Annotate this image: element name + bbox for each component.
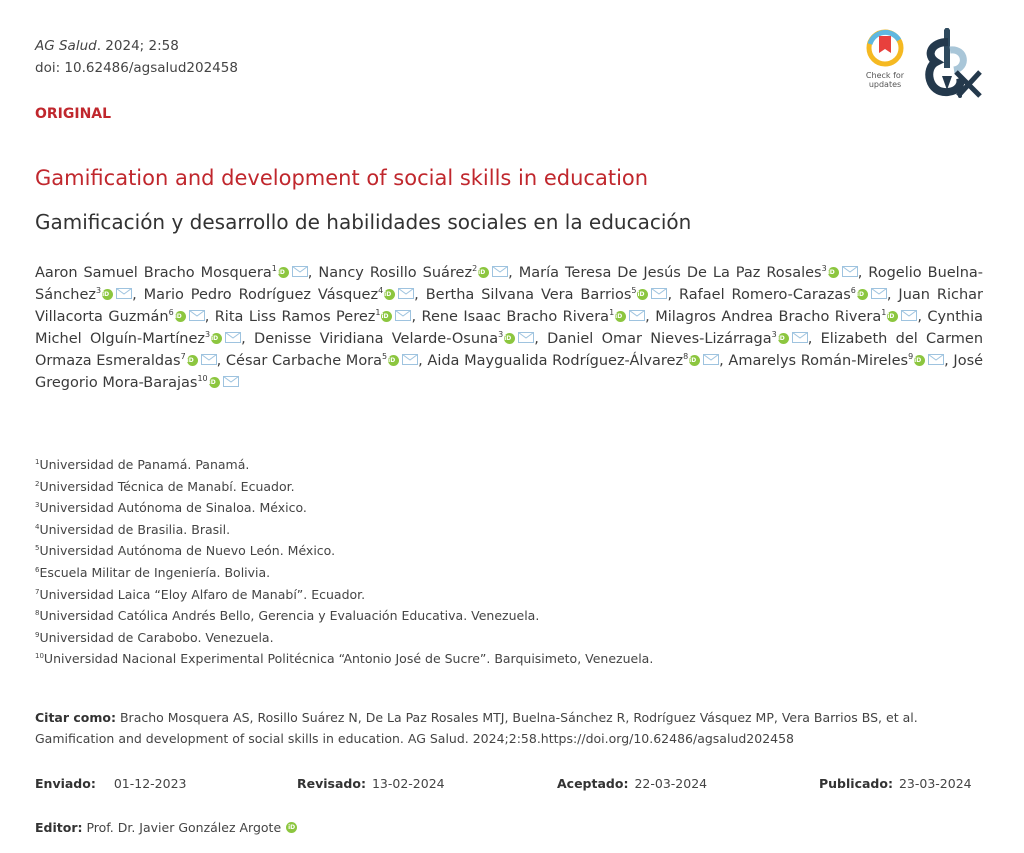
- author-name: Aaron Samuel Bracho Mosquera: [35, 265, 272, 281]
- orcid-icon[interactable]: iD: [381, 311, 392, 322]
- author-affiliation-number: 3: [498, 330, 504, 340]
- envelope-icon[interactable]: [515, 331, 534, 347]
- article-title-spanish: Gamificación y desarrollo de habilidades sociales en la educación: [35, 210, 692, 234]
- envelope-icon[interactable]: [395, 287, 414, 303]
- orcid-icon[interactable]: iD: [175, 311, 186, 322]
- author-name: Elizabeth del Carmen Ormaza Esmeraldas: [35, 331, 984, 369]
- author: Bertha Silvana Vera Barrios$^5$iD ,: [425, 286, 680, 303]
- orcid-icon[interactable]: iD: [102, 289, 113, 300]
- author: Denisse Viridiana Velarde-Osuna$^3$iD ,: [254, 330, 548, 347]
- affiliation-text: Universidad Católica Andrés Bello, Gerencia y Evaluación Educativa. Venezuela.: [39, 608, 540, 624]
- author-affiliation-number: 3: [205, 330, 211, 340]
- affiliation: [35, 540, 653, 562]
- envelope-icon[interactable]: [648, 287, 667, 303]
- author-name: Rogelio Buelna-Sánchez: [35, 265, 984, 303]
- author: Amarelys Román-Mireles$^9$iD ,: [728, 352, 954, 369]
- affiliation: [35, 584, 653, 606]
- author-affiliation-number: 6: [168, 308, 174, 318]
- section-label: ORIGINAL: [35, 106, 112, 122]
- author: Daniel Omar Nieves-Lizárraga$^3$iD ,: [547, 330, 821, 347]
- author-name: Rita Liss Ramos Perez: [214, 309, 376, 325]
- envelope-icon[interactable]: [839, 265, 858, 281]
- author-affiliation-number: 5: [631, 286, 637, 296]
- orcid-icon[interactable]: iD: [504, 333, 515, 344]
- author: Cynthia Michel Olguín-Martínez$^3$iD ,: [35, 309, 984, 347]
- journal-name: AG Salud: [35, 38, 97, 54]
- author: César Carbache Mora$^5$iD ,: [225, 352, 428, 369]
- author-name: Daniel Omar Nieves-Lizárraga: [547, 331, 772, 347]
- orcid-icon[interactable]: iD: [914, 355, 925, 366]
- crossmark-icon: [865, 28, 905, 68]
- affiliation-number: 7: [35, 587, 40, 596]
- affiliation-text: Escuela Militar de Ingeniería. Bolivia.: [39, 564, 271, 580]
- author-affiliation-number: 10: [197, 374, 208, 384]
- orcid-icon[interactable]: iD: [388, 355, 399, 366]
- affiliation-number: 6: [35, 565, 40, 574]
- journal-citation: [35, 38, 179, 54]
- author: Aaron Samuel Bracho Mosquera$^1$iD ,: [35, 264, 319, 281]
- affiliation-text: Universidad Técnica de Manabí. Ecuador.: [39, 478, 295, 494]
- affiliation: [35, 627, 653, 649]
- orcid-icon[interactable]: iD: [689, 355, 700, 366]
- author: Milagros Andrea Bracho Rivera$^1$iD ,: [655, 308, 928, 325]
- author-affiliation-number: 3: [821, 264, 827, 274]
- author-name: Cynthia Michel Olguín-Martínez: [35, 309, 984, 347]
- affiliation-number: 2: [35, 479, 40, 488]
- envelope-icon[interactable]: [898, 309, 917, 325]
- citation: [35, 707, 985, 749]
- affiliation-number: 5: [35, 544, 40, 553]
- affiliation-list: [35, 454, 653, 670]
- envelope-icon[interactable]: [392, 309, 411, 325]
- author-affiliation-number: 1: [609, 308, 615, 318]
- affiliation-number: 4: [35, 522, 40, 531]
- envelope-icon[interactable]: [489, 265, 508, 281]
- editor-name: Prof. Dr. Javier González Argote: [82, 820, 282, 835]
- envelope-icon[interactable]: [220, 375, 239, 391]
- envelope-icon[interactable]: [700, 353, 719, 369]
- envelope-icon[interactable]: [186, 309, 205, 325]
- author: Juan Richar Villacorta Guzmán$^6$iD ,: [35, 287, 983, 325]
- envelope-icon[interactable]: [626, 309, 645, 325]
- affiliation-text: Universidad de Brasilia. Brasil.: [39, 521, 231, 537]
- author-name: César Carbache Mora: [225, 353, 383, 369]
- author-name: Juan Richar Villacorta Guzmán: [35, 287, 983, 325]
- affiliation-text: Universidad de Carabobo. Venezuela.: [39, 629, 274, 645]
- author: Nancy Rosillo Suárez$^2$iD ,: [318, 264, 519, 281]
- author-affiliation-number: 6: [850, 286, 856, 296]
- envelope-icon[interactable]: [289, 265, 308, 281]
- orcid-icon[interactable]: iD: [211, 333, 222, 344]
- author-affiliation-number: 1: [271, 264, 277, 274]
- author: Rene Isaac Bracho Rivera$^1$iD ,: [421, 308, 656, 325]
- author: Rita Liss Ramos Perez$^1$iD ,: [214, 308, 422, 325]
- envelope-icon[interactable]: [222, 331, 241, 347]
- author-name: Mario Pedro Rodríguez Vásquez: [143, 287, 379, 303]
- author-affiliation-number: 2: [472, 264, 478, 274]
- orcid-icon[interactable]: iD: [288, 824, 296, 831]
- orcid-icon[interactable]: iD: [828, 267, 839, 278]
- author-name: Aida Maygualida Rodríguez-Álvarez: [427, 353, 684, 369]
- envelope-icon[interactable]: [113, 287, 132, 303]
- citation-label: Citar como:: [35, 710, 116, 725]
- author: Elizabeth del Carmen Ormaza Esmeraldas$^7$iD ,: [35, 331, 984, 369]
- orcid-icon[interactable]: iD: [637, 289, 648, 300]
- author-name: Rene Isaac Bracho Rivera: [421, 309, 610, 325]
- affiliation-number: 10: [35, 652, 44, 661]
- author-name: Nancy Rosillo Suárez: [318, 265, 473, 281]
- author-name: José Gregorio Mora-Barajas: [35, 353, 984, 391]
- header-logos: [855, 28, 990, 103]
- author: Rafael Romero-Carazas$^6$iD ,: [679, 286, 899, 303]
- check-for-updates-badge[interactable]: [855, 28, 915, 98]
- affiliation: [35, 454, 653, 476]
- author-affiliation-number: 3: [771, 330, 777, 340]
- affiliation-text: Universidad Laica “Eloy Alfaro de Manabí”. Ecuador.: [39, 586, 366, 602]
- affiliation-text: Universidad de Panamá. Panamá.: [39, 457, 250, 472]
- date-revised: Revisado: 13-02-2024: [297, 776, 445, 791]
- date-submitted: Enviado: 01-12-2023: [35, 776, 187, 791]
- envelope-icon[interactable]: [868, 287, 887, 303]
- author-list: [35, 262, 983, 394]
- article-title-english: Gamification and development of social skills in education: [35, 166, 649, 190]
- author-name: Amarelys Román-Mireles: [728, 353, 909, 369]
- citation-text: Bracho Mosquera AS, Rosillo Suárez N, De La Paz Rosales MTJ, Buelna-Sánchez R, Rodríguez Vásquez MP, Vera Barrios BS, et al. Gamification and development of social skills in education. AG Salud. 2024;2:58.https://doi.org/10.62486/agsalud202458: [35, 710, 918, 746]
- author-name: María Teresa De Jesús De La Paz Rosales: [518, 265, 822, 281]
- affiliation: [35, 648, 653, 670]
- check-for-updates-label: Check for updates: [865, 71, 905, 89]
- author-affiliation-number: 1: [375, 308, 381, 318]
- affiliation: [35, 519, 653, 541]
- journal-volume: . 2024; 2:58: [96, 38, 179, 54]
- affiliation-text: Universidad Nacional Experimental Politécnica “Antonio José de Sucre”. Barquisimeto, Venezuela.: [43, 651, 654, 667]
- affiliation-text: Universidad Autónoma de Sinaloa. México.: [39, 500, 307, 516]
- orcid-icon[interactable]: iD: [857, 289, 868, 300]
- date-published: Publicado: 23-03-2024: [819, 776, 972, 791]
- author-name: Denisse Viridiana Velarde-Osuna: [254, 331, 499, 347]
- affiliation-number: 9: [35, 630, 40, 639]
- editor-label: Editor:: [35, 820, 83, 835]
- author-affiliation-number: 8: [683, 352, 689, 362]
- publisher-logo-icon: [920, 28, 990, 103]
- orcid-icon[interactable]: iD: [615, 311, 626, 322]
- author: Mario Pedro Rodríguez Vásquez$^4$iD ,: [143, 286, 426, 303]
- doi[interactable]: doi: 10.62486/agsalud202458: [35, 60, 238, 76]
- orcid-icon[interactable]: iD: [209, 377, 220, 388]
- affiliation-number: 1: [35, 457, 40, 466]
- orcid-icon[interactable]: iD: [887, 311, 898, 322]
- author-affiliation-number: 9: [908, 352, 914, 362]
- affiliation: [35, 497, 653, 519]
- affiliation-number: 3: [35, 501, 40, 510]
- author-name: Bertha Silvana Vera Barrios: [425, 287, 632, 303]
- affiliation: [35, 605, 653, 627]
- affiliation-text: Universidad Autónoma de Nuevo León. México.: [39, 543, 336, 559]
- envelope-icon[interactable]: [789, 331, 808, 347]
- author: Aida Maygualida Rodríguez-Álvarez$^8$iD ,: [427, 352, 729, 369]
- orcid-icon[interactable]: iD: [778, 333, 789, 344]
- author-affiliation-number: 4: [378, 286, 384, 296]
- affiliation-number: 8: [35, 609, 40, 617]
- envelope-icon[interactable]: [925, 353, 944, 369]
- author-name: Rafael Romero-Carazas: [679, 287, 851, 303]
- envelope-icon[interactable]: [198, 353, 217, 369]
- author: Rogelio Buelna-Sánchez$^3$iD ,: [35, 265, 984, 303]
- orcid-icon[interactable]: iD: [384, 289, 395, 300]
- orcid-icon[interactable]: iD: [478, 267, 489, 278]
- editor: [35, 820, 297, 835]
- orcid-icon[interactable]: iD: [278, 267, 289, 278]
- orcid-icon[interactable]: iD: [187, 355, 198, 366]
- author-affiliation-number: 5: [382, 352, 388, 362]
- date-accepted: Aceptado: 22-03-2024: [557, 776, 708, 791]
- author-affiliation-number: 3: [95, 286, 102, 296]
- author-affiliation-number: 1: [881, 308, 887, 318]
- affiliation: [35, 476, 653, 498]
- publisher-logo: [920, 28, 990, 103]
- author-name: Milagros Andrea Bracho Rivera: [655, 309, 882, 325]
- author-affiliation-number: 7: [180, 352, 186, 362]
- author: María Teresa De Jesús De La Paz Rosales$^3$iD ,: [518, 264, 869, 281]
- envelope-icon[interactable]: [399, 353, 418, 369]
- affiliation: [35, 562, 653, 584]
